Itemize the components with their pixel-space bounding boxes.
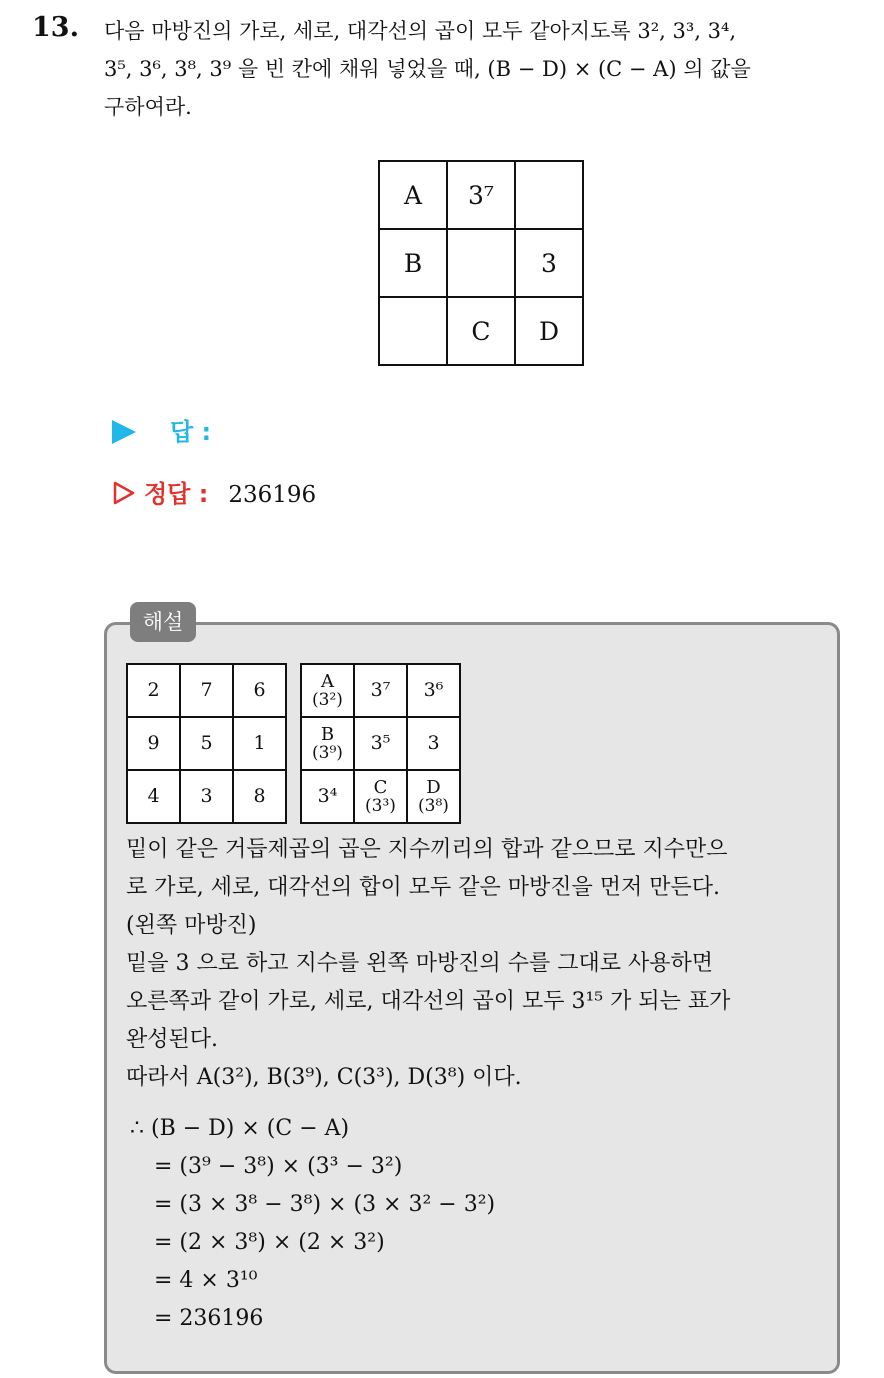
- cell-letter: D: [426, 776, 441, 798]
- power-cell: [301, 717, 354, 770]
- calculation-block: [130, 1110, 495, 1338]
- outline-triangle-icon: [112, 480, 136, 506]
- exponent-cell: 8: [233, 770, 286, 823]
- exponent-magic-square: [126, 663, 287, 824]
- question-line: 구하여라.: [104, 95, 192, 119]
- play-triangle-icon: [112, 420, 136, 444]
- exponent-cell: 9: [127, 717, 180, 770]
- calculation-line: ∴ (B − D) × (C − A): [130, 1116, 350, 1141]
- cell-letter: C: [373, 776, 388, 798]
- correct-answer-row: [112, 474, 316, 509]
- correct-answer-value: 236196: [228, 482, 317, 508]
- answer-row: [112, 412, 211, 447]
- magic-square: [378, 160, 584, 366]
- magic-cell: 3: [515, 229, 583, 297]
- exponent-cell: 1: [233, 717, 286, 770]
- cell-power: 3: [427, 732, 440, 754]
- power-cell: [407, 664, 460, 717]
- explanation-line: 밑을 3 으로 하고 지수를 왼쪽 마방진의 수를 그대로 사용하면: [126, 951, 713, 976]
- calculation-line: = 236196: [154, 1306, 264, 1331]
- explanation-line: 오른쪽과 같이 가로, 세로, 대각선의 곱이 모두 3¹⁵ 가 되는 표가: [126, 989, 731, 1014]
- explanation-line: (왼쪽 마방진): [126, 913, 257, 938]
- exponent-cell: 6: [233, 664, 286, 717]
- cell-letter: A: [321, 670, 334, 692]
- cell-power: 3⁵: [370, 732, 391, 754]
- answer-label: 답 :: [170, 418, 212, 446]
- power-cell: [301, 770, 354, 823]
- power-cell: [354, 664, 407, 717]
- magic-cell: A: [379, 161, 447, 229]
- power-magic-square: [300, 663, 461, 824]
- calculation-line: = (2 × 3⁸) × (2 × 3²): [154, 1230, 385, 1255]
- question-number: 13.: [32, 12, 79, 43]
- exponent-cell: 5: [180, 717, 233, 770]
- explanation-line: 따라서 A(3²), B(3⁹), C(3³), D(3⁸) 이다.: [126, 1065, 522, 1090]
- explanation-line: 밑이 같은 거듭제곱의 곱은 지수끼리의 합과 같으므로 지수만으: [126, 837, 728, 862]
- magic-cell: B: [379, 229, 447, 297]
- exponent-cell: 2: [127, 664, 180, 717]
- explanation-text: [126, 831, 826, 1097]
- power-cell: [354, 770, 407, 823]
- cell-power: (3²): [312, 689, 343, 710]
- explanation-line: 완성된다.: [126, 1027, 219, 1052]
- cell-power: (3⁸): [418, 795, 449, 816]
- exponent-cell: 4: [127, 770, 180, 823]
- question-text: [104, 12, 860, 126]
- cell-letter: B: [320, 723, 335, 745]
- power-cell: [301, 664, 354, 717]
- power-cell: [407, 770, 460, 823]
- magic-cell: [379, 297, 447, 365]
- exponent-cell: 7: [180, 664, 233, 717]
- question-line: 다음 마방진의 가로, 세로, 대각선의 곱이 모두 같아지도록 3², 3³, 3⁴,: [104, 19, 737, 43]
- cell-power: 3⁷: [370, 679, 391, 701]
- power-cell: [354, 717, 407, 770]
- calculation-line: = (3 × 3⁸ − 3⁸) × (3 × 3² − 3²): [154, 1192, 496, 1217]
- exponent-cell: 3: [180, 770, 233, 823]
- calculation-line: = 4 × 3¹⁰: [154, 1268, 258, 1293]
- explanation-line: 로 가로, 세로, 대각선의 합이 모두 같은 마방진을 먼저 만든다.: [126, 875, 720, 900]
- cell-power: 3⁶: [423, 679, 444, 701]
- magic-cell: 3⁷: [447, 161, 515, 229]
- magic-cell: D: [515, 297, 583, 365]
- correct-answer-label: 정답 :: [144, 480, 209, 508]
- cell-power: (3⁹): [312, 742, 343, 763]
- magic-cell: [447, 229, 515, 297]
- question-line: 3⁵, 3⁶, 3⁸, 3⁹ 을 빈 칸에 채워 넣었을 때, (B − D) × (C − A) 의 값을: [104, 57, 751, 81]
- magic-cell: [515, 161, 583, 229]
- magic-cell: C: [447, 297, 515, 365]
- cell-power: 3⁴: [317, 785, 338, 807]
- cell-power: (3³): [365, 795, 396, 816]
- solution-tab: 해설: [130, 602, 196, 642]
- calculation-line: = (3⁹ − 3⁸) × (3³ − 3²): [154, 1154, 403, 1179]
- power-cell: [407, 717, 460, 770]
